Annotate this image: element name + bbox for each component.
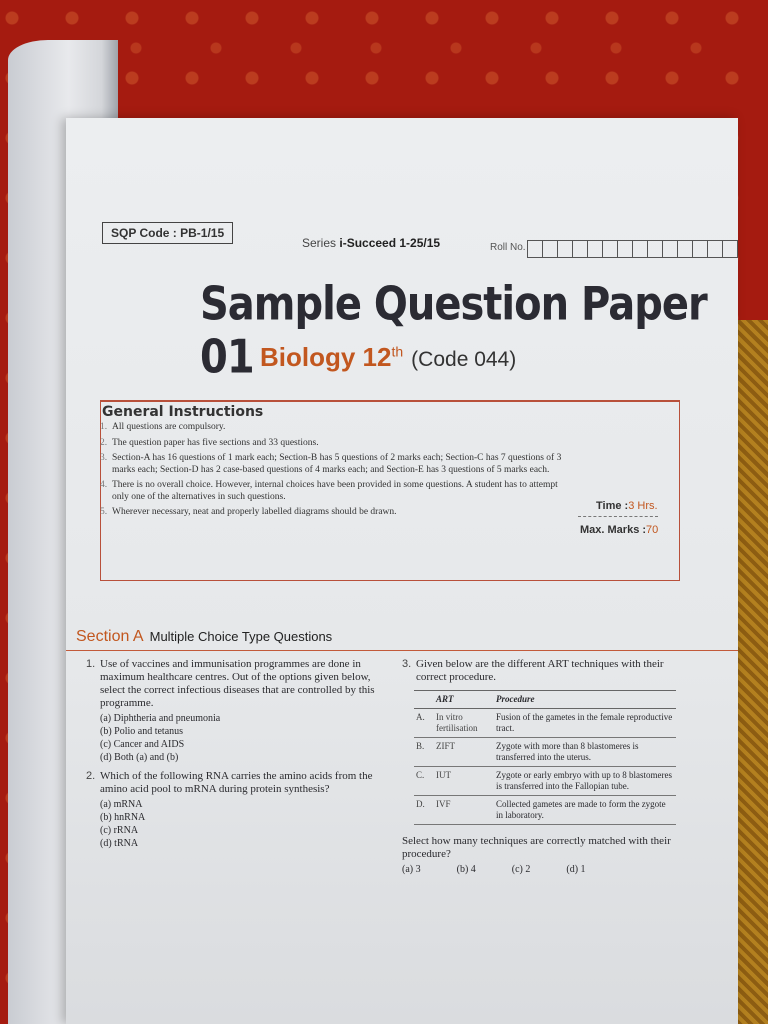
- table-row: A. In vitro fertilisation Fusion of the gametes in the female reproductive tract.: [414, 709, 676, 738]
- option: (c) 2: [511, 864, 531, 875]
- time-allowed: Time :3 Hrs.: [596, 500, 658, 512]
- option: (a) Diphtheria and pneumonia: [100, 713, 221, 724]
- option: (d) tRNA: [100, 838, 139, 849]
- max-marks: Max. Marks :70: [580, 524, 659, 536]
- question-paper-page: [66, 118, 738, 1024]
- left-column: [86, 658, 386, 856]
- option: (b) Polio and tetanus: [100, 726, 184, 737]
- instruction-item: 2. The question paper has five sections and 33 questions.: [100, 437, 319, 448]
- section-name: Section A: [76, 628, 144, 645]
- question-1: 1. Use of vaccines and immunisation programmes are done in maximum healthcare centres. Out of the options given below, select the correct infectious diseases that are controlled by this programme. (a) Diphtheria and pneumonia (b) Polio and tetanus (c) Cancer and AIDS (d) Both (a) and (b): [86, 658, 386, 764]
- instructions-list: [100, 422, 570, 523]
- instruction-item: 5. Wherever necessary, neat and properly labelled diagrams should be drawn.: [100, 507, 397, 517]
- table-header: Procedure: [494, 691, 676, 709]
- question-2: 2. Which of the following RNA carries the amino acids from the amino acid pool to mRNA during protein synthesis? (a) mRNA (b) hnRNA (c) rRNA (d) tRNA: [86, 770, 386, 850]
- table-row: C. IUT Zygote or early embryo with up to 8 blastomeres is transferred into the Fallopian tube.: [414, 767, 676, 796]
- sqp-code: SQP Code : PB-1/15: [102, 222, 233, 244]
- right-column: [402, 658, 692, 876]
- question-3-followup: Select how many techniques are correctly matched with their procedure?: [402, 835, 671, 860]
- subject-title: [260, 342, 516, 373]
- question-text: Given below are the different ART techniques with their correct procedure.: [416, 658, 664, 683]
- option: (c) Cancer and AIDS: [100, 739, 185, 750]
- series-info: [302, 236, 440, 250]
- option: (a) 3: [402, 864, 421, 875]
- question-text: Which of the following RNA carries the amino acids from the amino acid pool to mRNA during protein synthesis?: [100, 770, 373, 795]
- table-row: B. ZIFT Zygote with more than 8 blastomeres is transferred into the uterus.: [414, 738, 676, 767]
- art-table: [414, 690, 676, 825]
- instruction-item: 1. All questions are compulsory.: [100, 422, 226, 432]
- options-list: [100, 712, 386, 764]
- roll-label: Roll No.: [490, 242, 526, 253]
- option: (a) mRNA: [100, 799, 143, 810]
- options-list: [100, 798, 386, 850]
- instruction-item: 4. There is no overall choice. However, internal choices have been provided in some questions. A student has to attempt only one of the alternatives in such questions.: [100, 480, 558, 502]
- roll-number-boxes: [528, 240, 738, 258]
- option: (c) rRNA: [100, 825, 139, 836]
- instruction-item: 3. Section-A has 16 questions of 1 mark each; Section-B has 5 questions of 2 marks each; Section-C has 7 questions of 3 marks each; Section-D has 2 case-based questions of 4 marks each; and Section-E has 3 questions of 5 marks each.: [100, 453, 562, 475]
- subject-code: (Code 044): [411, 348, 517, 371]
- option: (d) Both (a) and (b): [100, 752, 179, 763]
- instructions-heading: General Instructions: [102, 404, 264, 420]
- option: (b) hnRNA: [100, 812, 146, 823]
- section-heading: [76, 628, 332, 646]
- question-text: Use of vaccines and immunisation programmes are done in maximum healthcare centres. Out of the options given below, select the correct infectious diseases that are controlled by this programme.: [100, 658, 375, 709]
- options-list: [402, 863, 692, 876]
- table-row: D. IVF Collected gametes are made to form the zygote in laboratory.: [414, 796, 676, 825]
- series-value: i-Succeed 1-25/15: [339, 236, 441, 250]
- option: (d) 1: [566, 864, 586, 875]
- subject-name: Biology 12: [260, 342, 392, 372]
- question-3: 3. Given below are the different ART techniques with their correct procedure.: [402, 658, 692, 684]
- option: (b) 4: [456, 864, 476, 875]
- section-subtitle: Multiple Choice Type Questions: [149, 629, 333, 644]
- subject-sup: th: [391, 343, 404, 360]
- section-divider: [66, 650, 738, 651]
- table-header: ART: [434, 691, 494, 709]
- page-title: Sample Question Paper 01: [200, 278, 707, 384]
- series-label: Series: [302, 236, 337, 250]
- divider: [578, 516, 658, 517]
